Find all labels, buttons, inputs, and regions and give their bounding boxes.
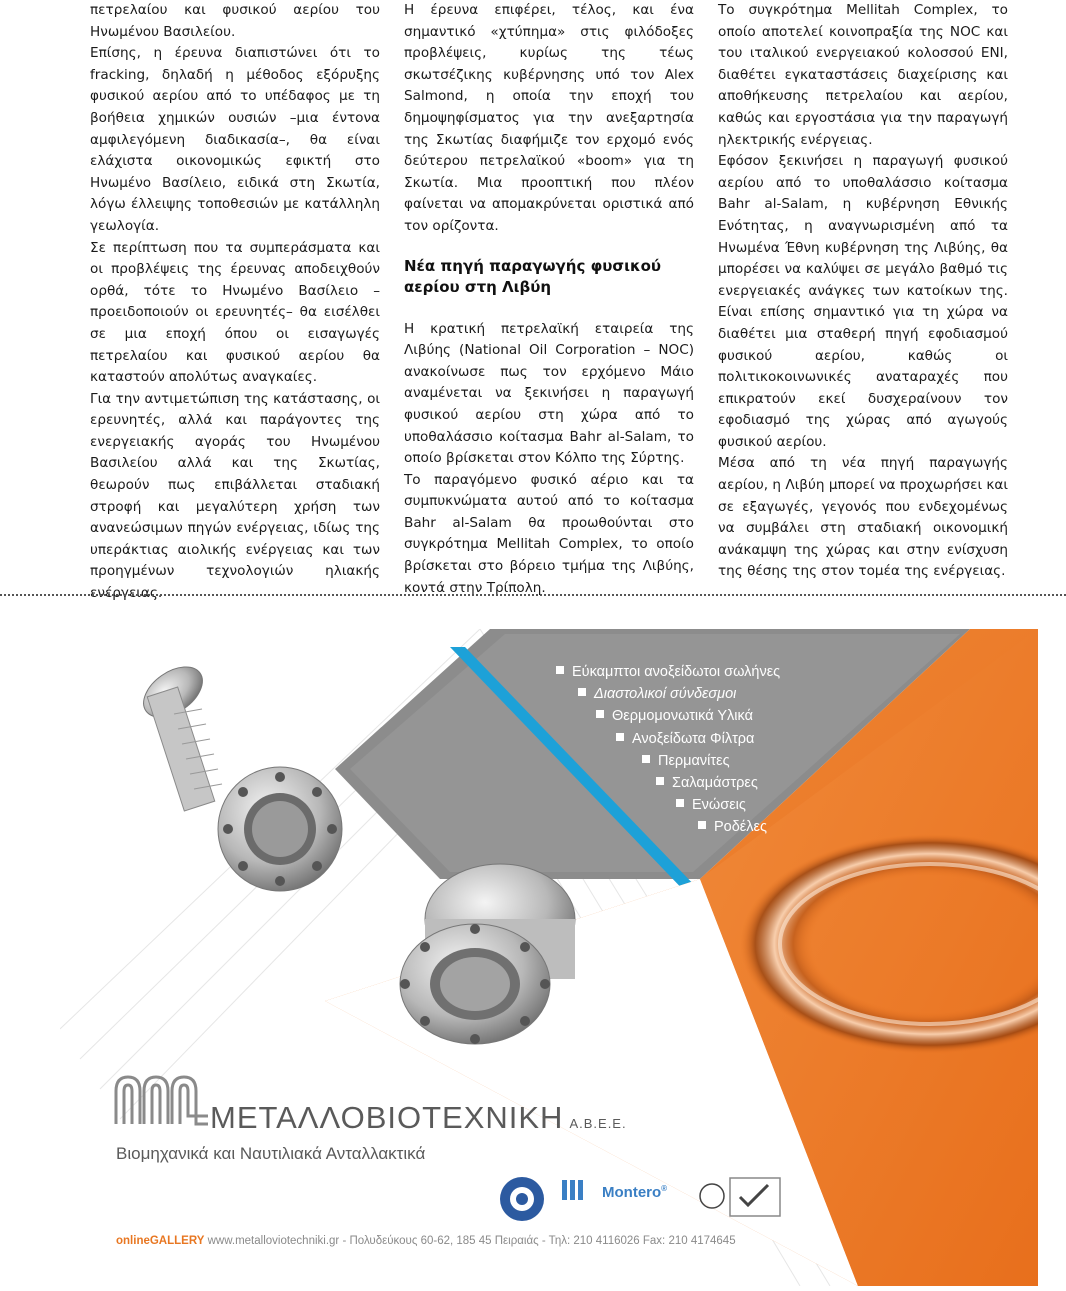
product-label: Θερμομονωτικά Υλικά — [612, 708, 753, 724]
brand-logo-mark — [116, 1077, 208, 1124]
paragraph: Η έρευνα επιφέρει, τέλος, και ένα σημαντικό «χτύπημα» στις φιλόδοξες προβλέψεις, κυρίως της τέως σκωτσέζικης κυβέρνησης υπό τον Alex Salmond, η οποία την εποχή του δημοψηφίσματος για την ανεξαρτησία της Σκωτίας διαφήμιζε τον ερχομό ενός δεύτερου πετρελαϊκού «boom» για τη Σκωτία. Μια προοπτική που πλέον φαίνεται να απομακρύνεται οριστικά από τον ορίζοντα. — [404, 2, 694, 234]
bullet-square-icon — [698, 821, 706, 829]
bullet-square-icon — [596, 710, 604, 718]
paragraph: Μέσα από τη νέα πηγή παραγωγής αερίου, η Λιβύη μπορεί να προχωρήσει και σε εξαγωγές, γεγονός που ενδεχομένως να συμβάλει στη σταδιακή οικονομική ανάκαμψη της χώρας και στην ενίσχυση της θέσης της στον τομέα της ενέργειας. — [718, 455, 1008, 580]
contact-info: www.metalloviotechniki.gr - Πολυδεύκους 60-62, 185 45 Πειραιάς - Τηλ: 210 4116026 Fax: 210 4174645 — [207, 1235, 736, 1247]
bullet-square-icon — [642, 755, 650, 763]
paragraph: πετρελαίου και φυσικού αερίου του Ηνωμένου Βασιλείου. — [90, 2, 380, 40]
bullet-square-icon — [616, 733, 624, 741]
product-label: Περμανίτες — [658, 753, 730, 769]
bullet-square-icon — [578, 688, 586, 696]
product-item — [596, 708, 753, 724]
product-label: Ανοξείδωτα Φίλτρα — [632, 731, 755, 747]
product-item — [616, 731, 754, 747]
product-list — [60, 629, 1038, 869]
product-item — [578, 686, 736, 702]
paragraph: Το παραγόμενο φυσικό αέριο και τα συμπυκνώματα αυτού από το κοίτασμα Bahr al-Salam θα προωθούνται στο συγκρότημα Mellitah Complex, το οποίο βρίσκεται στο βόρειο τμήμα της Λιβύης, κοντά στην Τρίπολη. — [404, 471, 694, 596]
brand-name — [210, 1100, 627, 1136]
article-column-1 — [90, 0, 380, 605]
bullet-square-icon — [656, 777, 664, 785]
product-item — [698, 819, 767, 835]
bullet-square-icon — [676, 799, 684, 807]
product-label: Εύκαμπτοι ανοξείδωτοι σωλήνες — [572, 664, 781, 680]
brand-name-text: ΜΕΤΑΛΛΟΒΙΟΤΕΧΝΙΚΗ — [210, 1100, 564, 1135]
paragraph: Επίσης, η έρευνα διαπιστώνει ότι το fracking, δηλαδή η μέθοδος εξόρυξης φυσικού αερίου από το υπέδαφος με τη βοήθεια χημικών ουσιών –μια έντονα αμφιλεγόμενη διαδικασία–, θα είναι ελάχιστα οικονομικώς εφικτή στο Ηνωμένο Βασίλειο, ειδικά στη Σκωτία, λόγω έλλειψης τοποθεσιών με κατάλληλη γεωλογία. — [90, 45, 380, 234]
ad-footer — [116, 1235, 736, 1247]
paragraph: Η κρατική πετρελαϊκή εταιρεία της Λιβύης (National Oil Corporation – NOC) ανακοίνωσε πως τον ερχόμενο Μάιο αναμένεται να ξεκινήσει η παραγωγή φυσικού αερίου στη χώρα από το υποθαλάσσιο κοίτασμα Bahr al-Salam, το οποίο βρίσκεται στον Κόλπο της Σύρτης. — [404, 320, 694, 467]
paragraph: Σε περίπτωση που τα συμπεράσματα και οι προβλέψεις της έρευνας αποδειχθούν ορθά, τότε το Ηνωμένο Βασίλειο –προειδοποιούν οι ερευνητές– θα εισέλθει σε μια εποχή όπου οι εισαγωγές πετρελαίου και φυσικού αερίου θα καταστούν απολύτως αναγκαίες. — [90, 239, 380, 386]
product-label: Διαστολικοί σύνδεσμοι — [594, 686, 737, 702]
section-heading: Νέα πηγή παραγωγής φυσικού αερίου στη Λιβύη — [404, 256, 662, 296]
montero-logo-text: Montero® — [602, 1184, 668, 1201]
product-label: Ροδέλες — [714, 819, 767, 835]
article-column-2 — [404, 0, 694, 599]
product-item — [556, 664, 780, 680]
product-label: Σαλαμάστρες — [672, 775, 758, 791]
product-item — [676, 797, 746, 813]
advertisement — [60, 629, 1038, 1286]
paragraph: Το συγκρότημα Mellitah Complex, το οποίο αποτελεί κοινοπραξία της NOC και του ιταλικού ενεργειακού κολοσσού ENI, διαθέτει εγκαταστάσεις διαχείρισης και αποθήκευσης πετρελαίου και αερίου, καθώς και εργοστάσια για την παραγωγή ηλεκτρικής ενέργειας. — [718, 2, 1008, 148]
boa-logo — [500, 1177, 544, 1221]
product-label: Ενώσεις — [692, 797, 746, 813]
paragraph: Για την αντιμετώπιση της κατάστασης, οι ερευνητές, αλλά και παράγοντες της ενεργειακής αγοράς του Ηνωμένου Βασιλείου αλλά και της Σκωτίας, θεωρούν πως επιβάλλεται σταδιακή στροφή και μεγαλύτερη χρήση των ανανεώσιμων πηγών ενέργειας, ιδίως της υπεράκτιας αιολικής ενέργειας και των προηγμένων τεχνολογιών ηλιακής ενέργειας. — [90, 390, 380, 602]
article-column-3 — [718, 0, 1008, 583]
bullet-square-icon — [556, 666, 564, 674]
gallery-label: onlineGALLERY — [116, 1235, 205, 1247]
dotted-divider — [0, 594, 1066, 596]
paragraph: Εφόσον ξεκινήσει η παραγωγή φυσικού αερίου από το υποθαλάσσιο κοίτασμα Bahr al-Salam, η κυβέρνηση Εθνικής Ενότητας, η αναγνωρισμένη από τα Ηνωμένα Έθνη κυβέρνηση της Λιβύης, θα μπορέσει να καλύψει σε μεγάλο βαθμό τις ενεργειακές ανάγκες των κατοίκων της. Είναι επίσης σημαντικό για τη χώρα να διαθέτει μια σταθερή πηγή εφοδιασμού φυσικού αερίου, καθώς οι πολιτικοκοινωνικές αναταραχές που επικρατούν εκεί δυσχεραίνουν τον εφοδιασμό της χώρας από αγωγούς φυσικού αερίου. — [718, 153, 1008, 450]
montero-mark — [562, 1180, 583, 1200]
montero-label: Montero — [602, 1184, 662, 1201]
product-item — [642, 753, 730, 769]
brand-tagline: Βιομηχανικά και Ναυτιλιακά Ανταλλακτικά — [116, 1144, 426, 1163]
product-item — [656, 775, 758, 791]
brand-suffix: Α.Β.Ε.Ε. — [569, 1116, 627, 1131]
